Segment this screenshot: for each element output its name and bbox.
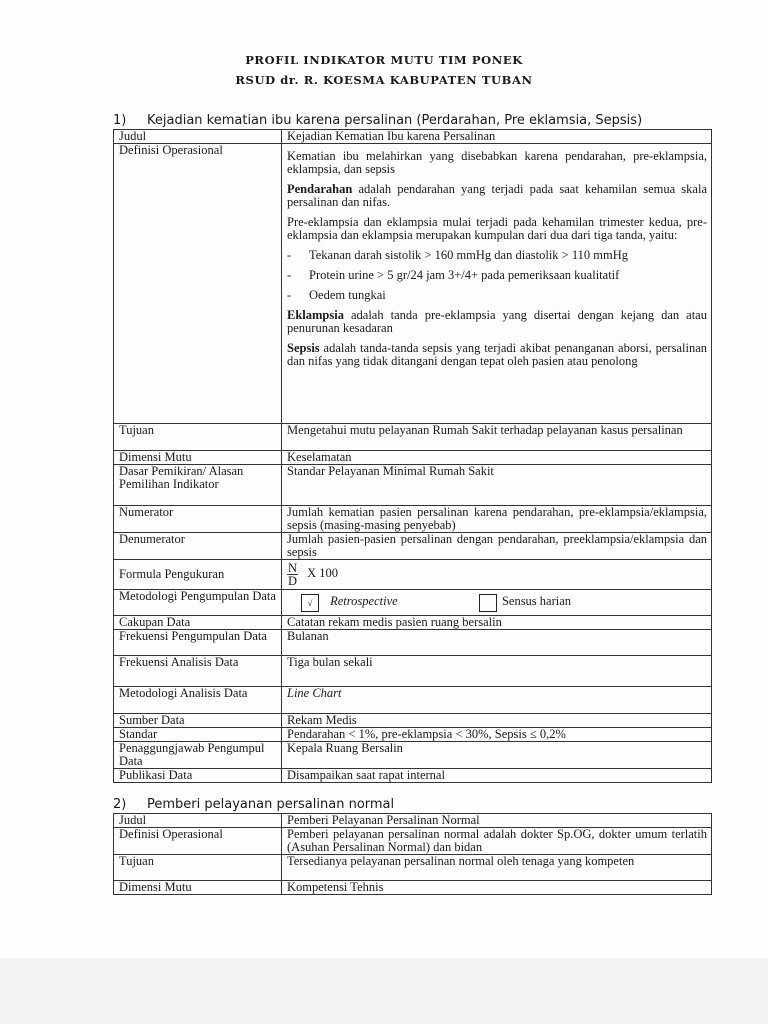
definition-paragraph <box>287 183 707 209</box>
row-value <box>282 687 712 714</box>
row-label: Dimensi Mutu <box>114 451 282 465</box>
table-row <box>114 814 712 828</box>
list-item <box>287 249 707 262</box>
row-value: Jumlah pasien-pasien persalinan dengan pendarahan, preeklampsia/eklampsia dan sepsis <box>282 533 712 560</box>
row-value: Kompetensi Tehnis <box>282 881 712 895</box>
table-row <box>114 451 712 465</box>
term-text: adalah pendarahan yang terjadi pada saat kehamilan semua skala persalinan dan nifas. <box>287 182 707 209</box>
table-row <box>114 728 712 742</box>
table-row <box>114 560 712 590</box>
bullet-text: Tekanan darah sistolik > 160 mmHg dan diastolik > 110 mmHg <box>309 248 628 262</box>
term-bold: Pendarahan <box>287 182 353 196</box>
table-row <box>114 630 712 656</box>
row-label: Tujuan <box>114 424 282 451</box>
row-label: Sumber Data <box>114 714 282 728</box>
scan-bottom-margin <box>0 958 768 1024</box>
table-row <box>114 590 712 616</box>
table-row <box>114 769 712 783</box>
bullet-mark: - <box>287 268 292 282</box>
bullet-text: Oedem tungkai <box>309 288 386 302</box>
definition-paragraph <box>287 309 707 335</box>
row-value: Tersedianya pelayanan persalinan normal oleh tenaga yang kompeten <box>282 855 712 881</box>
row-value: Pemberi Pelayanan Persalinan Normal <box>282 814 712 828</box>
formula-numerator: N <box>288 561 298 575</box>
table-row <box>114 656 712 687</box>
sensus-label: Sensus harian <box>501 594 572 609</box>
row-label: Publikasi Data <box>114 769 282 783</box>
row-label: Cakupan Data <box>114 616 282 630</box>
row-value: Jumlah kematian pasien persalinan karena pendarahan, pre-eklampsia/eklampsia, sepsis (masing-masing penyebab) <box>282 506 712 533</box>
section-1-heading <box>113 113 642 128</box>
formula-multiplier: X 100 <box>307 566 339 581</box>
bullet-mark: - <box>287 248 292 262</box>
row-value: Pemberi pelayanan persalinan normal adalah dokter Sp.OG, dokter umum terlatih (Asuhan Persalinan Normal) dan bidan <box>282 828 712 855</box>
row-value: Keselamatan <box>282 451 712 465</box>
row-label: Dasar Pemikiran/ Alasan Pemilihan Indikator <box>114 465 282 506</box>
row-value: Pendarahan < 1%, pre-eklampsia < 30%, Sepsis ≤ 0,2% <box>282 728 712 742</box>
sensus-checkbox <box>479 594 497 612</box>
retrospective-checkbox: √ <box>301 594 319 612</box>
row-label: Metodologi Pengumpulan Data <box>114 590 282 616</box>
row-label: Formula Pengukuran <box>114 560 282 590</box>
list-item <box>287 289 707 302</box>
row-label: Frekuensi Pengumpulan Data <box>114 630 282 656</box>
formula-denominator: D <box>288 574 298 588</box>
term-bold: Eklampsia <box>287 308 344 322</box>
list-item <box>287 269 707 282</box>
retrospective-label: Retrospective <box>330 594 398 609</box>
row-label: Definisi Operasional <box>114 828 282 855</box>
row-label: Metodologi Analisis Data <box>114 687 282 714</box>
definition-paragraph: Kematian ibu melahirkan yang disebabkan karena pendarahan, pre-eklampsia, eklampsia, dan sepsis <box>287 149 707 176</box>
table-row <box>114 616 712 630</box>
bullet-mark: - <box>287 288 292 302</box>
row-value: Tiga bulan sekali <box>282 656 712 687</box>
row-value: Rekam Medis <box>282 714 712 728</box>
row-label: Denumerator <box>114 533 282 560</box>
row-value: Catatan rekam medis pasien ruang bersalin <box>282 616 712 630</box>
row-label: Judul <box>114 130 282 144</box>
row-label: Dimensi Mutu <box>114 881 282 895</box>
method-cell <box>282 590 712 616</box>
section-2-heading <box>113 797 394 812</box>
row-label: Tujuan <box>114 855 282 881</box>
table-row <box>114 130 712 144</box>
table-row <box>114 714 712 728</box>
table-row <box>114 828 712 855</box>
section-title: Pemberi pelayanan persalinan normal <box>147 797 395 812</box>
row-value: Mengetahui mutu pelayanan Rumah Sakit terhadap pelayanan kasus persalinan <box>282 424 712 451</box>
document-title: PROFIL INDIKATOR MUTU TIM PONEK <box>245 53 523 67</box>
row-value: Disampaikan saat rapat internal <box>282 769 712 783</box>
definition-paragraph <box>287 342 707 368</box>
term-text: adalah tanda pre-eklampsia yang disertai dengan kejang dan atau penurunan kesadaran <box>287 308 707 335</box>
formula-cell <box>282 560 712 590</box>
indicator-table-2 <box>113 813 712 895</box>
section-title: Kejadian kematian ibu karena persalinan (Perdarahan, Pre eklamsia, Sepsis) <box>147 113 643 128</box>
table-row <box>114 855 712 881</box>
bullet-text: Protein urine > 5 gr/24 jam 3+/4+ pada pemeriksaan kualitatif <box>309 268 620 282</box>
table-row <box>114 506 712 533</box>
definition-cell <box>282 144 712 424</box>
formula-fraction <box>287 562 298 587</box>
analysis-method: Line Chart <box>287 686 342 700</box>
table-row <box>114 881 712 895</box>
row-label: Standar <box>114 728 282 742</box>
table-row <box>114 465 712 506</box>
indicator-table-1 <box>113 129 712 783</box>
section-number: 1) <box>113 113 127 128</box>
row-label: Frekuensi Analisis Data <box>114 656 282 687</box>
table-row <box>114 687 712 714</box>
row-value: Kepala Ruang Bersalin <box>282 742 712 769</box>
row-label: Definisi Operasional <box>114 144 282 424</box>
definition-paragraph: Pre-eklampsia dan eklampsia mulai terjadi pada kehamilan trimester kedua, pre-eklampsia dan eklampsia merupakan kumpulan dari dua dari tiga tanda, yaitu: <box>287 215 707 242</box>
table-row <box>114 144 712 424</box>
table-row <box>114 533 712 560</box>
row-label: Penaggungjawab Pengumpul Data <box>114 742 282 769</box>
row-value: Standar Pelayanan Minimal Rumah Sakit <box>282 465 712 506</box>
table-row <box>114 424 712 451</box>
row-value: Bulanan <box>282 630 712 656</box>
row-value: Kejadian Kematian Ibu karena Persalinan <box>282 130 712 144</box>
row-label: Judul <box>114 814 282 828</box>
hospital-name: RSUD dr. R. KOESMA KABUPATEN TUBAN <box>235 73 533 87</box>
term-bold: Sepsis <box>287 341 320 355</box>
table-row <box>114 742 712 769</box>
term-text: adalah tanda-tanda sepsis yang terjadi akibat penanganan aborsi, persalinan dan nifas yang tidak ditangani dengan tepat oleh pasien atau penolong <box>287 341 707 368</box>
section-number: 2) <box>113 797 127 812</box>
row-label: Numerator <box>114 506 282 533</box>
